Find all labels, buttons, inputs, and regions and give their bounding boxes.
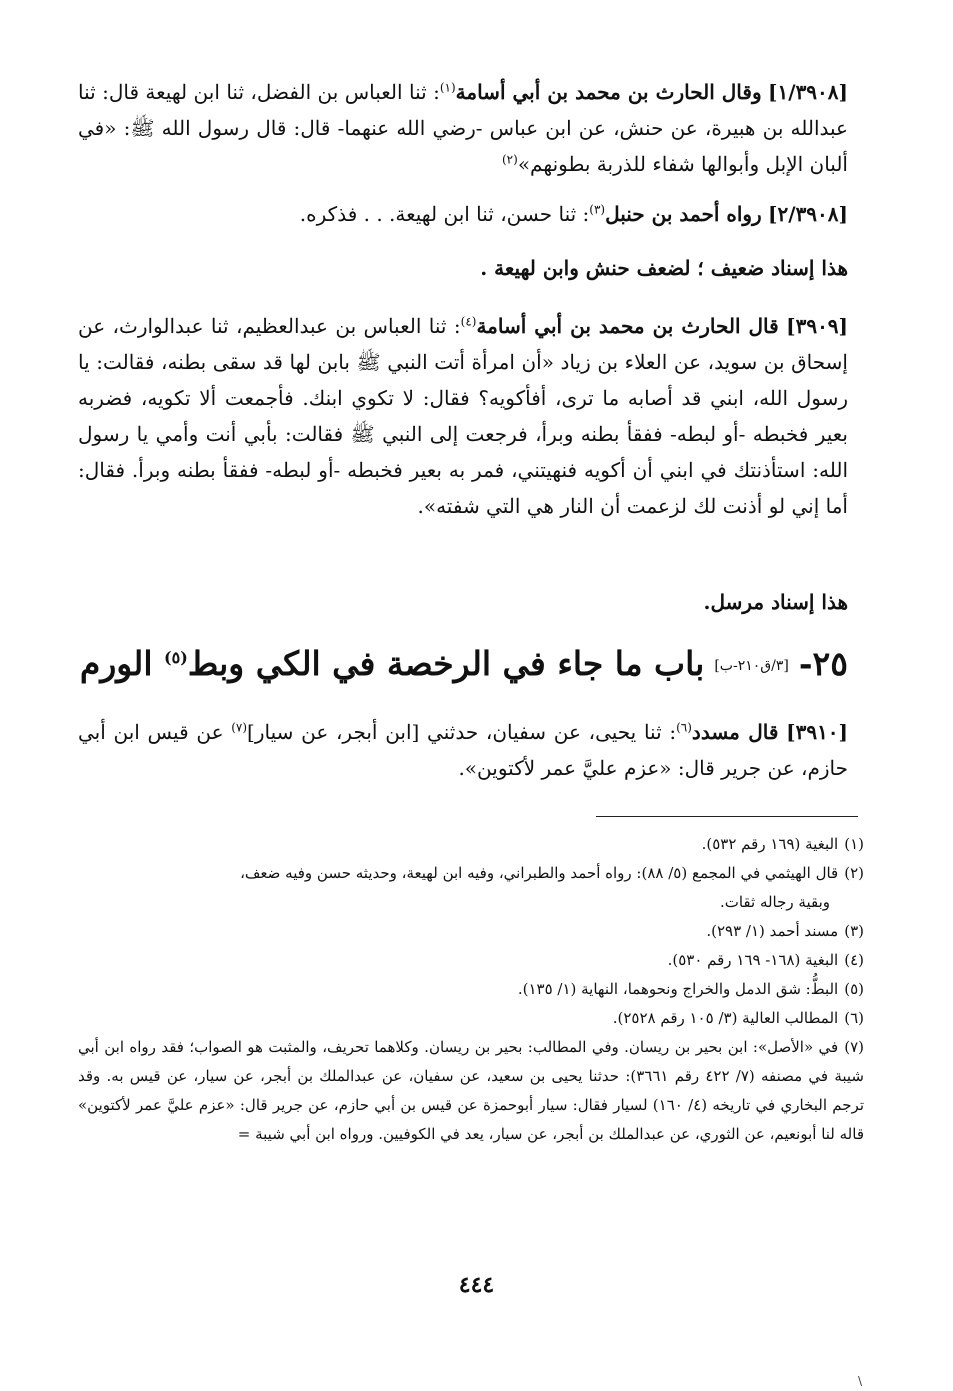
footnote-text: البغية (١٦٨- ١٦٩ رقم ٥٣٠). xyxy=(667,951,839,969)
footnote-text: المطالب العالية (٣/ ١٠٥ رقم ٢٥٢٨). xyxy=(612,1009,839,1027)
footnote-item xyxy=(78,975,864,1004)
isnad-grading: هذا إسناد مرسل. xyxy=(703,590,848,614)
chapter-title-end: الورم xyxy=(79,644,165,683)
footnote-number: (٧) xyxy=(844,1038,864,1056)
footnote-item xyxy=(78,859,864,888)
chapter-heading xyxy=(78,640,848,690)
hadith-ref: [١/٣٩٠٨] xyxy=(768,80,848,104)
isnad-grading: هذا إسناد ضعيف ؛ لضعف حنش وابن لهيعة . xyxy=(480,256,848,280)
hadith-3908-2 xyxy=(78,196,848,232)
footnote-item xyxy=(78,1033,864,1149)
footnote-marker[interactable]: (١) xyxy=(439,80,456,95)
hadith-ref: [٣٩١٠] xyxy=(786,720,849,744)
footnote-marker[interactable]: (٤) xyxy=(460,314,477,329)
footnote-marker[interactable]: (٣) xyxy=(589,202,606,217)
footnote-item xyxy=(78,1004,864,1033)
corner-mark: \ xyxy=(858,1374,863,1388)
footnote-number: (١) xyxy=(844,835,864,853)
footnote-text: في «الأصل»: ابن بحير بن ريسان. وفي المطالب: بحير بن ريسان. وكلاهما تحريف، والمثبت هو الصواب؛ فقد رواه ابن أبي شيبة في مصنفه (٧/ ٤٢٢ رقم ٣٦٦١): حدثنا يحيى بن سعيد، عن سفيان، عن عبدالملك بن أبجر، عن سيار، عن قيس به. وقد ترجم البخاري في تاريخه (٤/ ١٦٠) لسيار فقال: سيار أبوحمزة عن قيس بن أبي حازم، عن جرير قال: «عزم عليَّ عمر لأكتوين» قاله لنا أبونعيم، عن الثوري، عن عبدالملك بن أبجر، عن سيار، يعد في الكوفيين. ورواه ابن أبي شيبة = xyxy=(78,1038,864,1143)
footnote-text: البطُّ: شق الدمل والخراج ونحوهما، النهاية (١/ ١٣٥). xyxy=(517,980,839,998)
footnote-marker[interactable]: (٥) xyxy=(164,648,188,667)
hadith-3909 xyxy=(78,308,848,524)
chapter-title: باب ما جاء في الرخصة في الكي وبط xyxy=(187,644,705,683)
hadith-lead: رواه أحمد بن حنبل xyxy=(605,202,762,226)
footnote-number: (٦) xyxy=(844,1009,864,1027)
footnote-text: البغية (١٦٩ رقم ٥٣٢). xyxy=(701,835,839,853)
footnote-number: (٢) xyxy=(844,864,864,882)
hadith-ref: [٢/٣٩٠٨] xyxy=(768,202,848,226)
footnote-separator xyxy=(596,816,858,817)
footnote-continuation: وبقية رجاله ثقات. xyxy=(719,893,830,911)
chapter-number: ٢٥- xyxy=(798,644,848,683)
hadith-text: عن قيس ابن أبي حازم، عن جرير قال: «عزم عليَّ عمر لأكتوين». xyxy=(78,720,848,780)
footnote-item xyxy=(78,946,864,975)
footnote-marker[interactable]: (٧) xyxy=(231,720,248,735)
page-number: ٤٤٤ xyxy=(458,1272,495,1298)
hadith-3908-1 xyxy=(78,74,848,182)
footnote-item xyxy=(78,830,864,859)
hadith-lead: قال الحارث بن محمد بن أبي أسامة xyxy=(476,314,779,338)
hadith-text: : ثنا يحيى، عن سفيان، حدثني [ابن أبجر، عن سيار] xyxy=(247,720,677,744)
hadith-text: : ثنا حسن، ثنا ابن لهيعة. . . فذكره. xyxy=(299,202,590,226)
hadith-lead: وقال الحارث بن محمد بن أبي أسامة xyxy=(455,80,762,104)
hadith-ref: [٣٩٠٩] xyxy=(786,314,849,338)
hadith-lead: قال مسدد xyxy=(691,720,779,744)
footnote-number: (٤) xyxy=(844,951,864,969)
footnotes xyxy=(78,830,864,1149)
footnote-marker[interactable]: (٢) xyxy=(501,152,518,167)
footnote-marker[interactable]: (٦) xyxy=(676,720,692,735)
footnote-number: (٣) xyxy=(844,922,864,940)
hadith-3910 xyxy=(78,714,848,786)
footnote-text: مسند أحمد (١/ ٢٩٣). xyxy=(706,922,839,940)
footnote-item xyxy=(78,917,864,946)
hadith-text: : ثنا العباس بن عبدالعظيم، ثنا عبدالوارث، عن إسحاق بن سويد، عن العلاء بن زياد «أن امرأة أتت النبي ﷺ بابن لها قد سقى بطنه، فقالت: يا رسول الله، ابني قد أصابه ما ترى، أفأكويه؟ فقال: لا تكوي ابنك. فأجمعت ألا تكويه، فضربه بعير فخبطه -أو لبطه- ففقأ بطنه وبرأ، فرجعت إلى النبي ﷺ فقالت: بأبي أنت وأمي يا رسول الله: استأذنتك في ابني أن أكويه فنهيتني، فمر به بعير فخبطه -أو لبطه- ففقأ بطنه وبرأ. فقال: أما إني لو أذنت لك لزعمت أن النار هي التي شفته». xyxy=(78,314,848,518)
manuscript-ref: [٣/ق٢١٠-ب] xyxy=(714,658,789,674)
hadith-text: : ثنا العباس بن الفضل، ثنا ابن لهيعة قال: ثنا عبدالله بن هبيرة، عن حنش، عن ابن عباس -رضي الله عنهما- قال: قال رسول الله ﷺ: «في ألبان الإبل وأبوالها شفاء للذربة بطونهم» xyxy=(78,80,848,176)
footnote-text: قال الهيثمي في المجمع (٥/ ٨٨): رواه أحمد والطبراني، وفيه ابن لهيعة، وحديثه حسن وفيه ضعف، xyxy=(240,864,839,882)
footnote-number: (٥) xyxy=(844,980,864,998)
